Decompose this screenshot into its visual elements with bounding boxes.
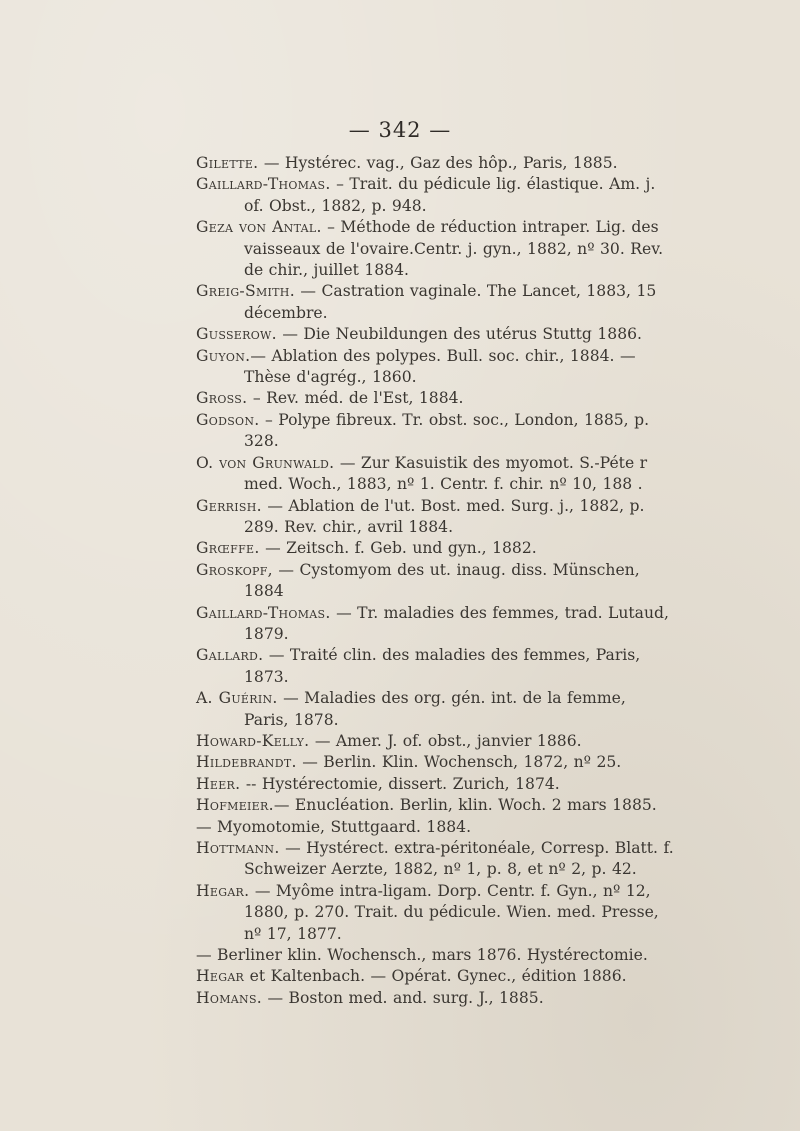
bibliography-list — [196, 153, 674, 1009]
entry-author: Greig-Smith. — [196, 282, 295, 301]
entry-text: — Amer. J. of. obst., janvier 1886. — [309, 731, 582, 750]
entry-author: Hofmeier. — [196, 796, 274, 815]
bibliography-entry — [196, 645, 674, 688]
bibliography-entry — [196, 281, 674, 324]
entry-author: Homans. — [196, 988, 263, 1007]
bibliography-entry — [196, 217, 674, 281]
entry-text: — Ablation des polypes. Bull. soc. chir., 1884. — Thèse d'agrég., 1860. — [244, 346, 636, 387]
bibliography-entry — [196, 346, 674, 389]
entry-text: — Maladies des org. gén. int. de la femme, Paris, 1878. — [244, 689, 626, 729]
entry-author: Geza von Antal. — [196, 218, 322, 237]
bibliography-entry — [196, 174, 674, 217]
entry-text: – Méthode de réduction intraper. Lig. des vaisseaux de l'ovaire.Centr. j. gyn., 1882, nº 30. Rev. de chir., juillet 1884. — [244, 218, 664, 280]
entry-text: — Boston med. and. surg. J., 1885. — [262, 988, 544, 1007]
entry-author: Godson. — [196, 410, 260, 429]
entry-text: — Myôme intra-ligam. Dorp. Centr. f. Gyn., nº 12, 1880, p. 270. Trait. du pédicule. Wien. med. Presse, nº 17, 1877. — [244, 881, 659, 943]
entry-author: Gilette. — [196, 154, 259, 172]
bibliography-entry — [196, 966, 674, 987]
entry-text: — Hystérec. vag., Gaz des hôp., Paris, 1885. — [258, 154, 618, 172]
bibliography-entry — [196, 881, 674, 945]
entry-text: — Zur Kasuistik des myomot. S.-Péte r med. Woch., 1883, nº 1. Centr. f. chir. nº 10, 188 . — [244, 453, 648, 494]
bibliography-entry — [196, 752, 674, 773]
entry-text: — Enucléation. Berlin, klin. Woch. 2 mars 1885. — [273, 796, 657, 815]
entry-author: Grœffe. — [196, 539, 260, 558]
entry-text: — Die Neubildungen des utérus Stuttg 1886. — [276, 325, 643, 344]
entry-author: Guyon. — [196, 346, 251, 365]
entry-author: Gross. — [196, 389, 248, 408]
bibliography-entry — [196, 388, 674, 409]
entry-text: — Berliner klin. Wochensch., mars 1876. Hystérectomie. — [196, 946, 648, 965]
bibliography-entry — [196, 774, 674, 795]
bibliography-entry — [196, 838, 674, 881]
bibliography-entry — [196, 603, 674, 646]
entry-author: O. von Grunwald. — [196, 453, 335, 472]
entry-author: A. Guérin. — [196, 689, 278, 708]
entry-author: Howard-Kelly. — [196, 731, 310, 750]
bibliography-entry — [196, 453, 674, 496]
entry-text: — Berlin. Klin. Wochensch, 1872, nº 25. — [296, 753, 622, 772]
entry-text: — Zeitsch. f. Geb. und gyn., 1882. — [259, 539, 537, 558]
entry-author: Hottmann. — [196, 839, 280, 857]
bibliography-entry — [196, 153, 674, 174]
bibliography-entry — [196, 945, 674, 966]
entry-text: — Hystérect. extra-péritonéale, Corresp. Blatt. f. Schweizer Aerzte, 1882, nº 1, p. 8, et nº 2, p. 42. — [244, 839, 674, 879]
bibliography-entry — [196, 988, 674, 1009]
bibliography-entry — [196, 560, 674, 603]
page-number: — 342 — — [348, 118, 452, 142]
entry-text: et Kaltenbach. — Opérat. Gynec., édition 1886. — [244, 967, 627, 986]
entry-text: — Tr. maladies des femmes, trad. Lutaud, 1879. — [244, 603, 669, 643]
entry-author: Heer. — [196, 774, 241, 793]
bibliography-entry — [196, 324, 674, 345]
entry-author: Gaillard-Thomas. — [196, 175, 331, 194]
entry-author: Hildebrandt. — [196, 753, 297, 772]
bibliography-entry — [196, 688, 674, 731]
bibliography-entry — [196, 731, 674, 752]
entry-text: — Myomotomie, Stuttgaard. 1884. — [196, 817, 472, 836]
entry-author: Hegar. — [196, 881, 250, 900]
bibliography-entry — [196, 817, 674, 838]
entry-text: — Traité clin. des maladies des femmes, Paris, 1873. — [244, 646, 641, 686]
entry-text: — Castration vaginale. The Lancet, 1883, 15 décembre. — [244, 282, 657, 322]
entry-author: Gerrish. — [196, 496, 262, 515]
entry-author: Gusserow. — [196, 325, 277, 344]
entry-author: Hegar — [196, 967, 245, 986]
entry-author: Gaillard-Thomas. — [196, 603, 331, 622]
bibliography-entry — [196, 410, 674, 453]
bibliography-entry — [196, 795, 674, 816]
entry-author: Gallard. — [196, 646, 264, 665]
entry-text: — Cystomyom des ut. inaug. diss. Münschen, 1884 — [244, 560, 640, 601]
entry-text: – Trait. du pédicule lig. élastique. Am. j. of. Obst., 1882, p. 948. — [244, 175, 656, 215]
entry-text: -- Hystérectomie, dissert. Zurich, 1874. — [240, 774, 560, 793]
entry-text: — Ablation de l'ut. Bost. med. Surg. j., 1882, p. 289. Rev. chir., avril 1884. — [244, 496, 645, 536]
entry-author: Groskopf, — [196, 560, 273, 579]
bibliography-entry — [196, 538, 674, 559]
entry-text: – Polype fibreux. Tr. obst. soc., London, 1885, p. 328. — [244, 410, 650, 451]
entry-text: – Rev. méd. de l'Est, 1884. — [247, 389, 464, 408]
bibliography-entry — [196, 496, 674, 539]
